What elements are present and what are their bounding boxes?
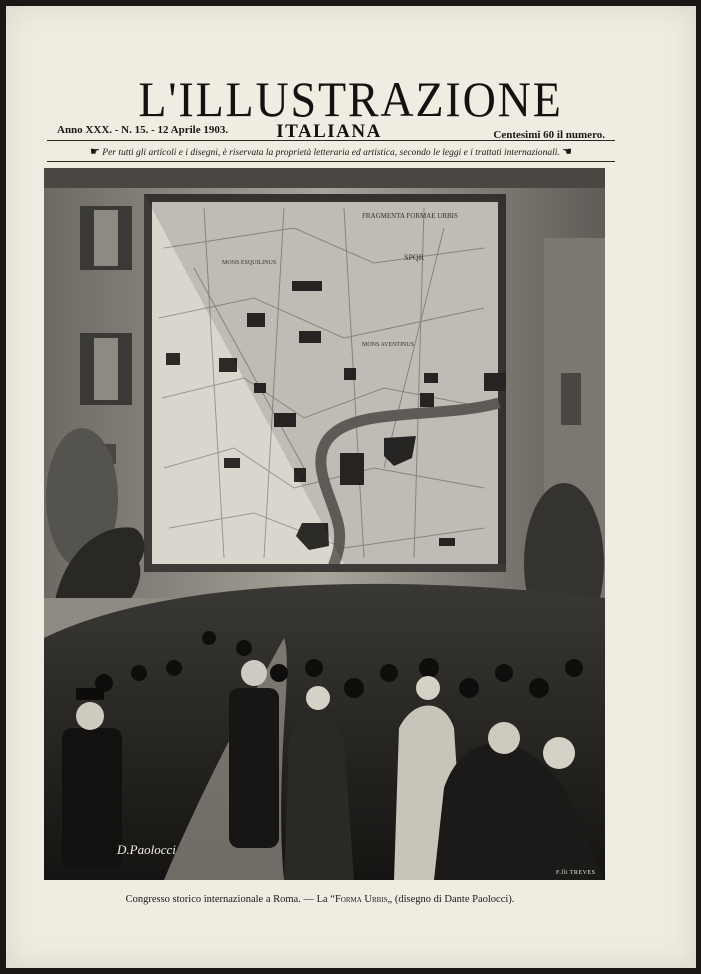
header-rule-top	[47, 140, 615, 141]
issue-price: Centesimi 60 il numero.	[493, 129, 605, 141]
forma-urbis-engraving	[44, 168, 605, 880]
header-rule-bottom	[47, 161, 615, 162]
pointing-hand-left-icon: ☚	[562, 146, 572, 158]
masthead-title: L'ILLUSTRAZIONE	[138, 71, 563, 127]
gentleman-figure	[62, 728, 122, 868]
artist-signature: D.Paolocci	[117, 842, 176, 857]
lady-figure	[284, 717, 354, 880]
illustration-caption	[0, 894, 640, 905]
svg-text:SPQR: SPQR	[404, 253, 425, 262]
pointing-hand-right-icon: ☛	[90, 146, 100, 158]
engraver-credit: F.lli TREVES	[556, 870, 596, 876]
rights-notice	[47, 145, 615, 158]
rights-notice-text: Per tutti gli articoli e i disegni, è riservata la proprietà letteraria ed artistica, secondo le leggi e i trattati internazionali.	[102, 148, 560, 158]
issue-info: Anno XXX. - N. 15. - 12 Aprile 1903.	[57, 124, 229, 136]
map-inscription: FRAGMENTA FORMAE URBIS	[362, 212, 458, 220]
caption-credit: (disegno di Dante Paolocci).	[394, 894, 515, 905]
caption-text: Congresso storico internazionale a Roma. — La	[125, 894, 328, 905]
cornice	[44, 168, 605, 188]
map-label: MONS ESQUILINUS	[222, 260, 277, 266]
top-hat	[76, 688, 104, 700]
map-label: MONS AVENTINUS	[362, 342, 415, 348]
masthead-subtitle: ITALIANA	[276, 121, 382, 142]
cover-illustration	[44, 168, 605, 880]
caption-title: “Forma Urbis„	[330, 894, 393, 905]
